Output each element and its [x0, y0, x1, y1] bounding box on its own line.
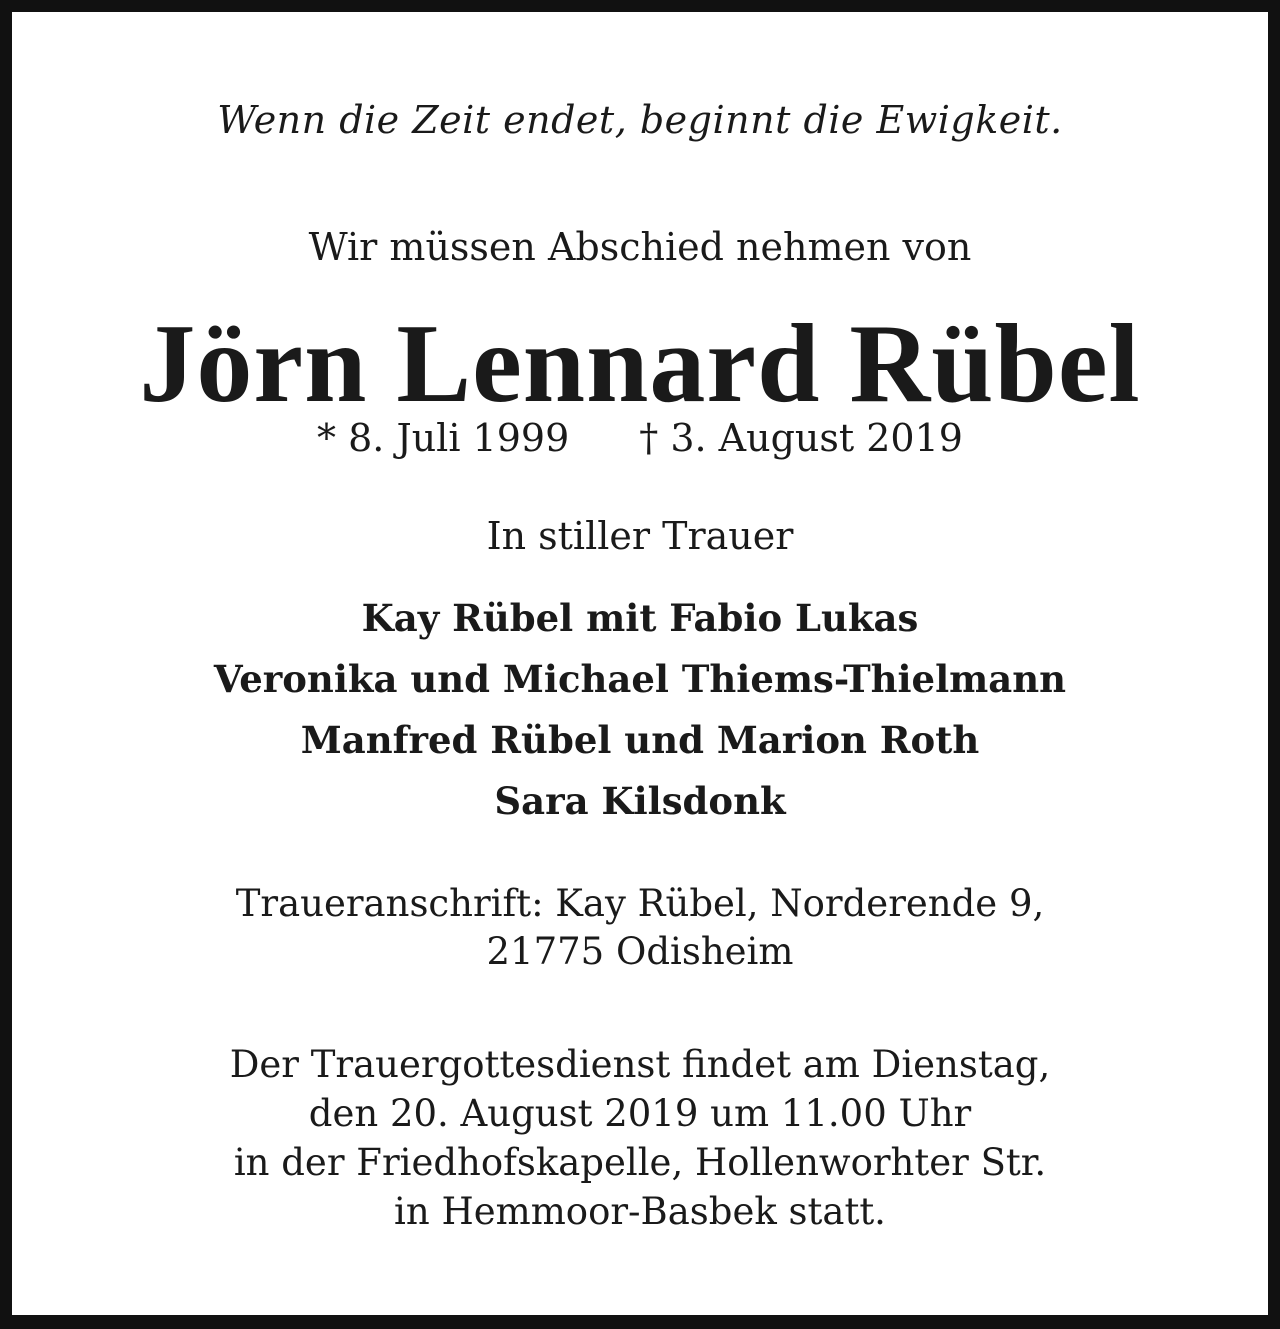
- service-line: in der Friedhofskapelle, Hollenworhter Str.: [233, 1141, 1047, 1184]
- life-dates: [12, 416, 1268, 460]
- death-date: † 3. August 2019: [639, 416, 963, 460]
- mourner: Kay Rübel mit Fabio Lukas: [361, 596, 919, 640]
- funeral-service-info: [12, 1040, 1268, 1236]
- motto: Wenn die Zeit endet, beginnt die Ewigkeit.: [217, 98, 1063, 142]
- address-line: Traueranschrift: Kay Rübel, Norderende 9,: [235, 882, 1045, 925]
- mourner: Manfred Rübel und Marion Roth: [300, 718, 980, 762]
- intro-text: Wir müssen Abschied nehmen von: [308, 225, 972, 269]
- service-line: in Hemmoor-Basbek statt.: [394, 1190, 886, 1233]
- deceased-name: Jörn Lennard Rübel: [139, 302, 1141, 426]
- service-line: Der Trauergottesdienst findet am Dienstag,: [229, 1043, 1051, 1086]
- service-line: den 20. August 2019 um 11.00 Uhr: [308, 1092, 972, 1135]
- mourner: Sara Kilsdonk: [494, 779, 786, 823]
- mourners-list: [12, 588, 1268, 832]
- address-line: 21775 Odisheim: [486, 930, 794, 973]
- mourning-address: [12, 880, 1268, 976]
- mourning-line: In stiller Trauer: [486, 514, 794, 558]
- mourner: Veronika und Michael Thiems-Thielmann: [213, 657, 1067, 701]
- birth-date: * 8. Juli 1999: [317, 416, 570, 460]
